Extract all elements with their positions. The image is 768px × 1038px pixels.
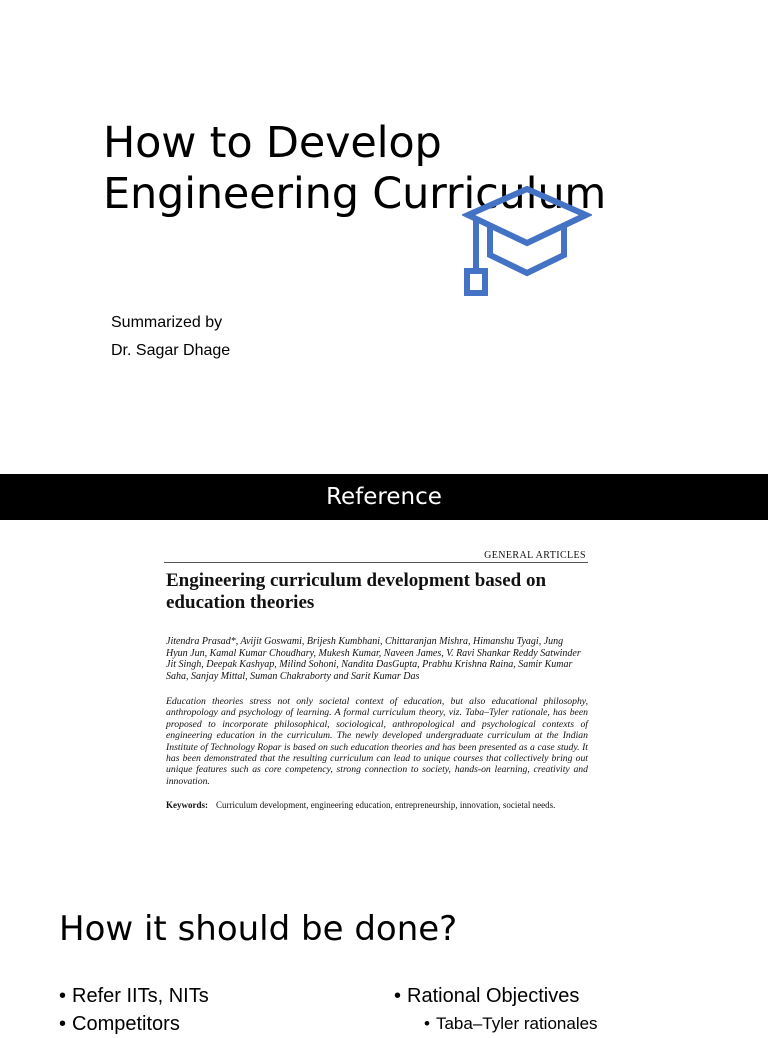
- paper-keywords: [166, 800, 590, 811]
- bullet-icon: •: [59, 1013, 67, 1035]
- bullet-text: Competitors: [72, 1013, 180, 1035]
- left-bullet-list: [59, 982, 209, 1038]
- bullet-text: Taba–Tyler rationales: [435, 1014, 598, 1033]
- paper-excerpt: [164, 548, 588, 818]
- slide3-title: How it should be done?: [59, 909, 458, 949]
- bullet-text: Refer IITs, NITs: [72, 985, 209, 1007]
- list-item: [59, 1010, 209, 1038]
- bullet-icon: •: [59, 985, 67, 1007]
- keywords-text: Curriculum development, engineering education, entrepreneurship, innovation, societal needs.: [216, 800, 556, 810]
- bullet-icon: •: [394, 985, 402, 1007]
- graduation-cap-icon: [462, 186, 592, 296]
- keywords-label: Keywords:: [166, 800, 208, 810]
- title-slide: [0, 0, 768, 474]
- reference-header: Reference: [0, 474, 768, 520]
- title-line-2: Engineering Curriculum: [103, 169, 607, 219]
- paper-authors: Jitendra Prasad*, Avijit Goswami, Brijesh Kumbhani, Chittaranjan Mishra, Himanshu Tyagi, Jung Hyun Jun, Kamal Kumar Choudhary, Mukesh Kumar, Naveen James, V. Ravi Shankar Reddy Satwinder Jit Singh, Deepak Kashyap, Milind Sohoni, Nandita DasGupta, Prabhu Krishna Raina, Samir Kumar Saha, Sanjay Mittal, Suman Chakraborty and Sarit Kumar Das: [166, 636, 581, 682]
- bullet-text: Rational Objectives: [407, 985, 580, 1007]
- paper-section-label: GENERAL ARTICLES: [484, 550, 586, 561]
- author-name: Dr. Sagar Dhage: [111, 342, 231, 359]
- list-subitem: [394, 1010, 598, 1038]
- right-bullet-list: [394, 982, 598, 1038]
- paper-abstract: Education theories stress not only societal context of education, but also educational philosophy, anthropology and psychology of learning. A formal curriculum theory, viz. Taba–Tyler rationale, has been proposed to incorporate philosophical, sociological, anthropological and psychological contexts of engineering education in the curriculum. The newly developed undergraduate curriculum at the Indian Institute of Technology Ropar is based on such education theories and has been presented as a case study. It has been demonstrated that the resulting curriculum can lead to unique courses that collectively bring out unique features such as core competency, strong connection to society, hands-on learning, creativity and innovation.: [166, 696, 588, 787]
- title-line-1: How to Develop: [103, 118, 442, 168]
- byline-label: Summarized by: [111, 314, 223, 331]
- bullet-icon: •: [424, 1014, 430, 1033]
- list-item: [59, 982, 209, 1010]
- list-item: [394, 982, 598, 1010]
- paper-divider: [164, 562, 588, 563]
- paper-title: Engineering curriculum development based on education theories: [166, 570, 547, 613]
